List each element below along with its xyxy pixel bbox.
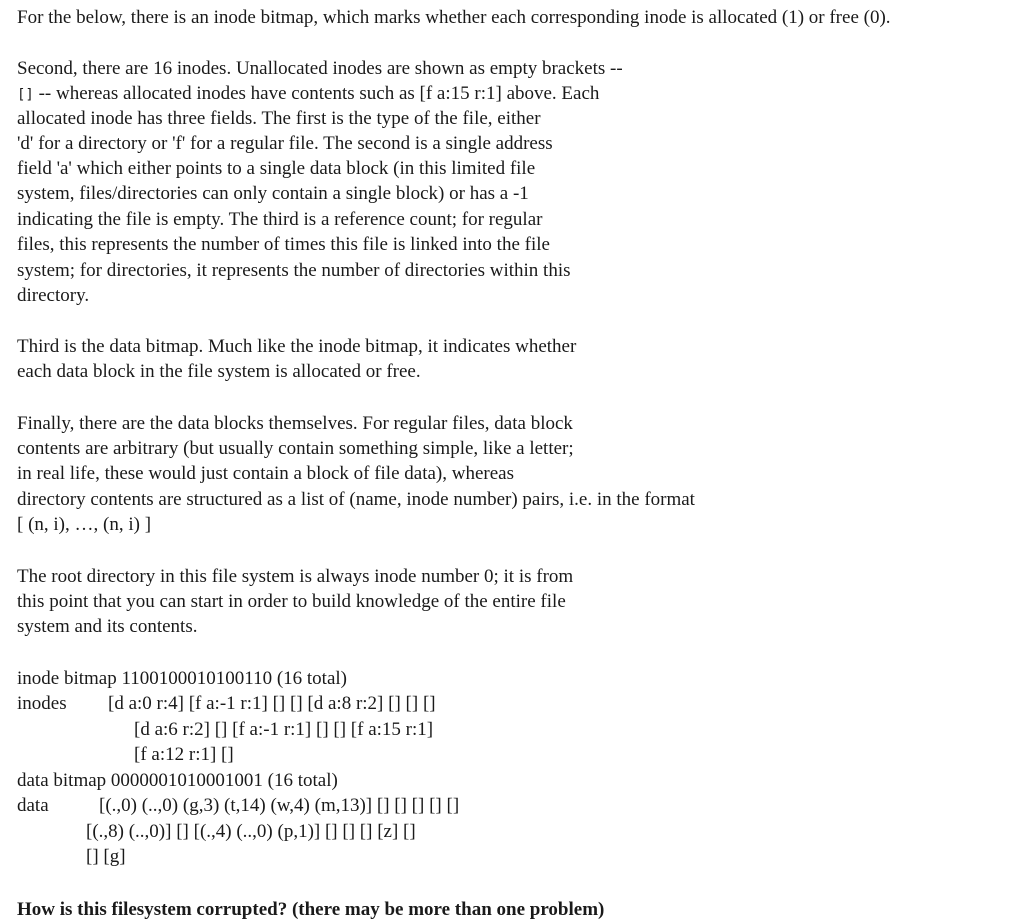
para5-line2: this point that you can start in order to build knowledge of the entire file bbox=[17, 591, 566, 612]
question-text: How is this filesystem corrupted? (there may be more than one problem) bbox=[17, 899, 605, 920]
data-line1: [(.,0) (..,0) (g,3) (t,14) (w,4) (m,13)] [] [] [] [] [] bbox=[99, 795, 460, 816]
para2-line4: 'd' for a directory or 'f' for a regular file. The second is a single address bbox=[17, 133, 553, 154]
para2-line2-text: -- whereas allocated inodes have contents such as [f a:15 r:1] above. Each bbox=[33, 83, 600, 104]
para4-line5: [ (n, i), …, (n, i) ] bbox=[17, 514, 152, 535]
para2-line6: system, files/directories can only contain a single block) or has a -1 bbox=[17, 183, 529, 204]
inodes-label: inodes bbox=[17, 693, 67, 714]
para4-line2: contents are arbitrary (but usually contain something simple, like a letter; bbox=[17, 438, 574, 459]
para2-line10: directory. bbox=[17, 285, 90, 306]
inodes-line2: [d a:6 r:2] [] [f a:-1 r:1] [] [] [f a:15 r:1] bbox=[134, 719, 434, 740]
para4-line3: in real life, these would just contain a block of file data), whereas bbox=[17, 463, 514, 484]
data-line3: [] [g] bbox=[86, 846, 126, 867]
para2-line3: allocated inode has three fields. The first is the type of the file, either bbox=[17, 108, 541, 129]
inodes-line1: [d a:0 r:4] [f a:-1 r:1] [] [] [d a:8 r:2] [] [] [] bbox=[108, 693, 436, 714]
para2-line5: field 'a' which either points to a single data block (in this limited file bbox=[17, 158, 536, 179]
para2-line1: Second, there are 16 inodes. Unallocated inodes are shown as empty brackets -- bbox=[17, 58, 623, 79]
para4-line4: directory contents are structured as a list of (name, inode number) pairs, i.e. in the format bbox=[17, 489, 695, 510]
para2-line7: indicating the file is empty. The third is a reference count; for regular bbox=[17, 209, 543, 230]
para2-line8: files, this represents the number of times this file is linked into the file bbox=[17, 234, 550, 255]
intro-text: For the below, there is an inode bitmap, which marks whether each corresponding inode is allocated (1) or free (0). bbox=[17, 7, 891, 28]
empty-brackets-code: [] bbox=[17, 87, 34, 103]
para4-line1: Finally, there are the data blocks themselves. For regular files, data block bbox=[17, 413, 573, 434]
para3-line1: Third is the data bitmap. Much like the inode bitmap, it indicates whether bbox=[17, 336, 577, 357]
data-bitmap-line: data bitmap 0000001010001001 (16 total) bbox=[17, 770, 338, 791]
inodes-line3: [f a:12 r:1] [] bbox=[134, 744, 234, 765]
inode-bitmap-line: inode bitmap 1100100010100110 (16 total) bbox=[17, 668, 347, 689]
data-label: data bbox=[17, 795, 49, 816]
para3-line2: each data block in the file system is allocated or free. bbox=[17, 361, 421, 382]
para2-line9: system; for directories, it represents the number of directories within this bbox=[17, 260, 571, 281]
para2-line2 bbox=[17, 81, 599, 108]
para5-line3: system and its contents. bbox=[17, 616, 198, 637]
data-line2: [(.,8) (..,0)] [] [(.,4) (..,0) (p,1)] [] [] [] [z] [] bbox=[86, 821, 416, 842]
para5-line1: The root directory in this file system is always inode number 0; it is from bbox=[17, 566, 574, 587]
